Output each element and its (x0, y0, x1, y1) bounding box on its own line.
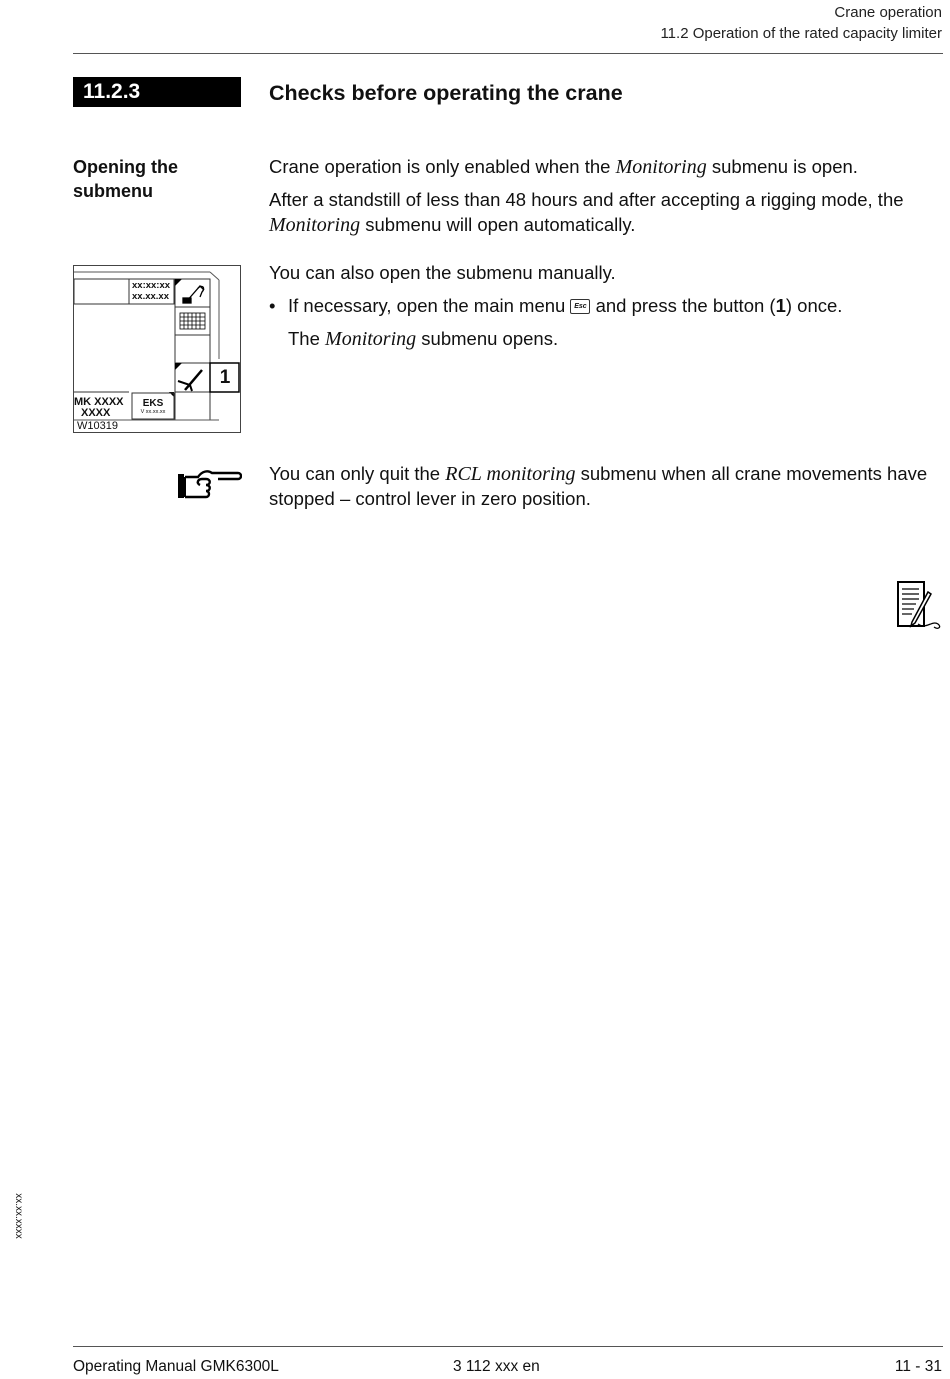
figure-eks: EKS (142, 398, 164, 409)
header-rule (73, 53, 943, 54)
figure-time: xx:xx:xx (132, 280, 171, 291)
figure-version: V xx.xx.xx (140, 409, 166, 415)
section-title: Checks before operating the crane (269, 81, 623, 105)
crane-icon (183, 286, 204, 303)
figure-id: W10319 (77, 420, 118, 432)
paragraph-standstill: After a standstill of less than 48 hours and after accepting a rigging mode, the Monitoring submenu will open automatically. (269, 189, 904, 236)
header-chapter: Crane operation (834, 4, 942, 21)
footer-manual-title: Operating Manual GMK6300L (73, 1358, 279, 1375)
table-icon (180, 313, 205, 329)
footer-document-number: 3 112 xxx en (453, 1358, 540, 1375)
paragraph-enabled: Crane operation is only enabled when the Monitoring submenu is open. (269, 156, 858, 178)
figure-date: xx.xx.xx (132, 291, 169, 302)
side-document-code: xx.xx.xxxx (13, 1193, 24, 1239)
callout-number: 1 (219, 367, 231, 388)
notepad-icon (896, 580, 942, 630)
bullet-instruction: • If necessary, open the main menu Esc and press the button (1) once. (269, 294, 944, 319)
header-section: 11.2 Operation of the rated capacity limiter (660, 25, 942, 42)
note-text: You can only quit the RCL monitoring submenu when all crane movements have stopped – control lever in zero position. (269, 463, 928, 509)
result-text: The Monitoring submenu opens. (288, 328, 559, 350)
pointing-hand-icon (176, 467, 242, 503)
figure-model-line2: XXXX (81, 407, 111, 419)
section-number: 11.2.3 (73, 77, 241, 107)
figure-model-line1: MK XXXX (74, 396, 124, 408)
monitoring-icon (178, 370, 202, 391)
bullet-mark: • (269, 295, 276, 316)
display-figure (73, 265, 241, 433)
esc-key-icon: Esc (570, 299, 590, 314)
footer-page-number: 11 - 31 (894, 1358, 942, 1375)
footer-rule (73, 1346, 943, 1347)
side-heading: Opening the submenu (73, 157, 178, 201)
paragraph-manual: You can also open the submenu manually. (269, 262, 616, 283)
